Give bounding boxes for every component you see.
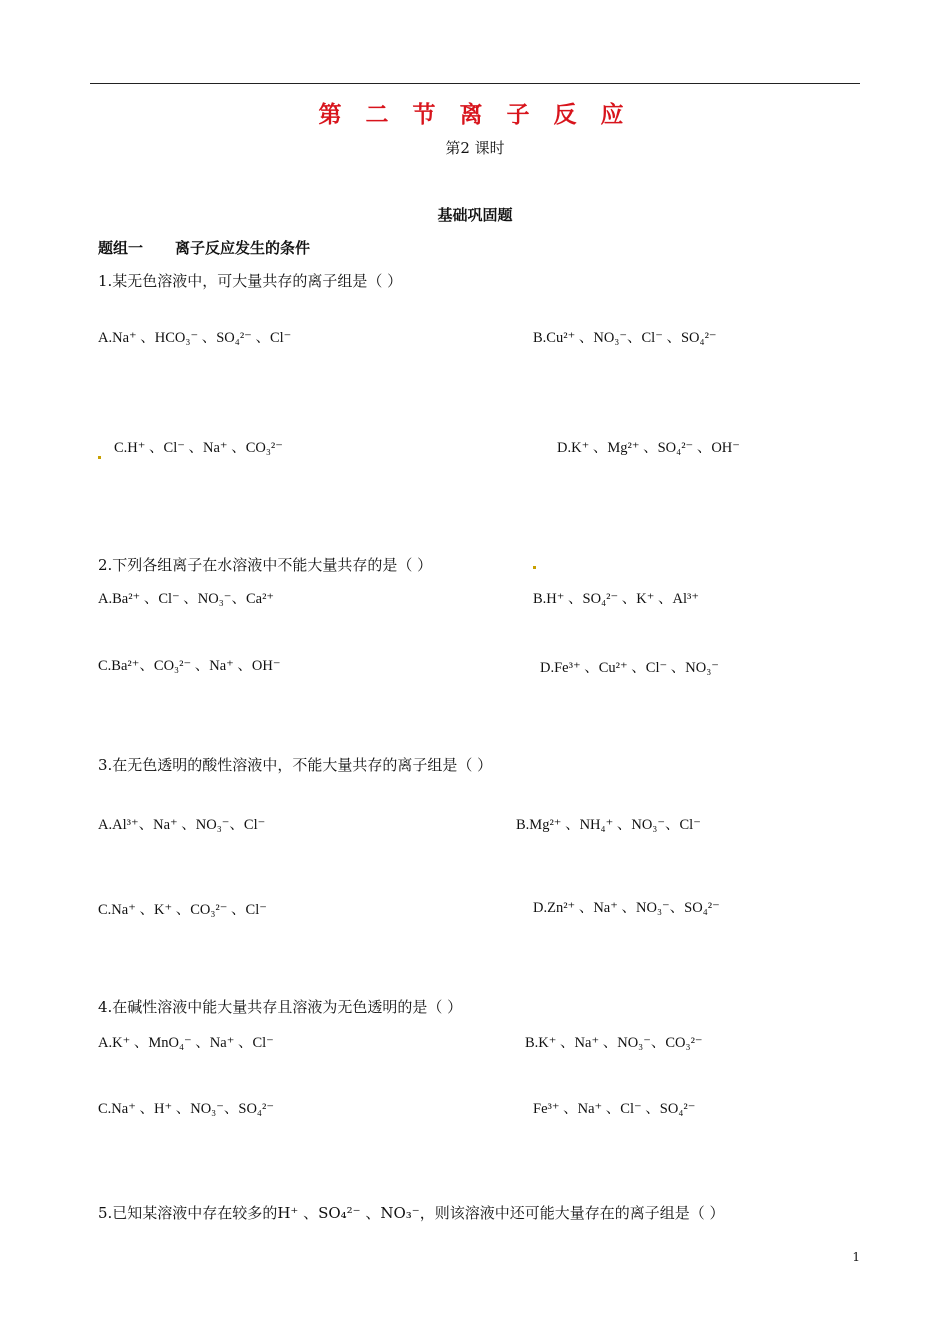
group-heading bbox=[98, 237, 310, 258]
question-2-option-a: A.Ba²⁺ 、Cl⁻ 、NO₃⁻、Ca²⁺ bbox=[98, 591, 275, 607]
question-5-stem: 5.已知某溶液中存在较多的H⁺ 、SO₄²⁻ 、NO₃⁻，则该溶液中还可能大量存在的离子组是（ ） bbox=[98, 1204, 725, 1222]
top-rule bbox=[90, 83, 860, 84]
question-1-option-d: D.K⁺ 、Mg²⁺ 、SO₄²⁻ 、OH⁻ bbox=[557, 440, 740, 456]
mark-dot bbox=[533, 566, 536, 569]
question-4-stem: 4.在碱性溶液中能大量共存且溶液为无色透明的是（ ） bbox=[98, 998, 463, 1016]
question-3-stem: 3.在无色透明的酸性溶液中，不能大量共存的离子组是（ ） bbox=[98, 756, 493, 774]
section-title: 基础巩固题 bbox=[437, 206, 513, 224]
group-label: 题组一 bbox=[98, 239, 144, 257]
question-4-option-c: C.Na⁺ 、H⁺ 、NO₃⁻、SO₄²⁻ bbox=[98, 1101, 274, 1117]
question-2-option-c: C.Ba²⁺、CO₃²⁻ 、Na⁺ 、OH⁻ bbox=[98, 658, 281, 674]
question-1-stem: 1.某无色溶液中，可大量共存的离子组是（ ） bbox=[98, 272, 403, 290]
page-title: 第 二 节 离 子 反 应 bbox=[318, 101, 632, 128]
question-3-option-b: B.Mg²⁺ 、NH₄⁺ 、NO₃⁻、Cl⁻ bbox=[516, 817, 701, 833]
question-2-option-d: D.Fe³⁺ 、Cu²⁺ 、Cl⁻ 、NO₃⁻ bbox=[540, 660, 719, 676]
question-1-option-b: B.Cu²⁺ 、NO₃⁻、Cl⁻ 、SO₄²⁻ bbox=[533, 330, 717, 346]
question-1-option-a: A.Na⁺ 、HCO₃⁻ 、SO₄²⁻ 、Cl⁻ bbox=[98, 330, 292, 346]
question-3-option-c: C.Na⁺ 、K⁺ 、CO₃²⁻ 、Cl⁻ bbox=[98, 902, 267, 918]
question-4-option-a: A.K⁺ 、MnO₄⁻ 、Na⁺ 、Cl⁻ bbox=[98, 1035, 274, 1051]
question-1-option-c: C.H⁺ 、Cl⁻ 、Na⁺ 、CO₃²⁻ bbox=[114, 440, 283, 456]
question-3-option-a: A.Al³⁺、Na⁺ 、NO₃⁻、Cl⁻ bbox=[98, 817, 266, 833]
question-4-option-d: Fe³⁺ 、Na⁺ 、Cl⁻ 、SO₄²⁻ bbox=[533, 1101, 696, 1117]
question-3-option-d: D.Zn²⁺ 、Na⁺ 、NO₃⁻、SO₄²⁻ bbox=[533, 900, 720, 916]
page-subtitle: 第2 课时 bbox=[445, 139, 505, 157]
question-4-option-b: B.K⁺ 、Na⁺ 、NO₃⁻、CO₃²⁻ bbox=[525, 1035, 703, 1051]
group-topic: 离子反应发生的条件 bbox=[175, 239, 311, 257]
page-number: 1 bbox=[852, 1250, 860, 1264]
mark-dot bbox=[98, 456, 101, 459]
question-2-stem: 2.下列各组离子在水溶液中不能大量共存的是（ ） bbox=[98, 556, 433, 574]
question-2-option-b: B.H⁺ 、SO₄²⁻ 、K⁺ 、Al³⁺ bbox=[533, 591, 700, 607]
